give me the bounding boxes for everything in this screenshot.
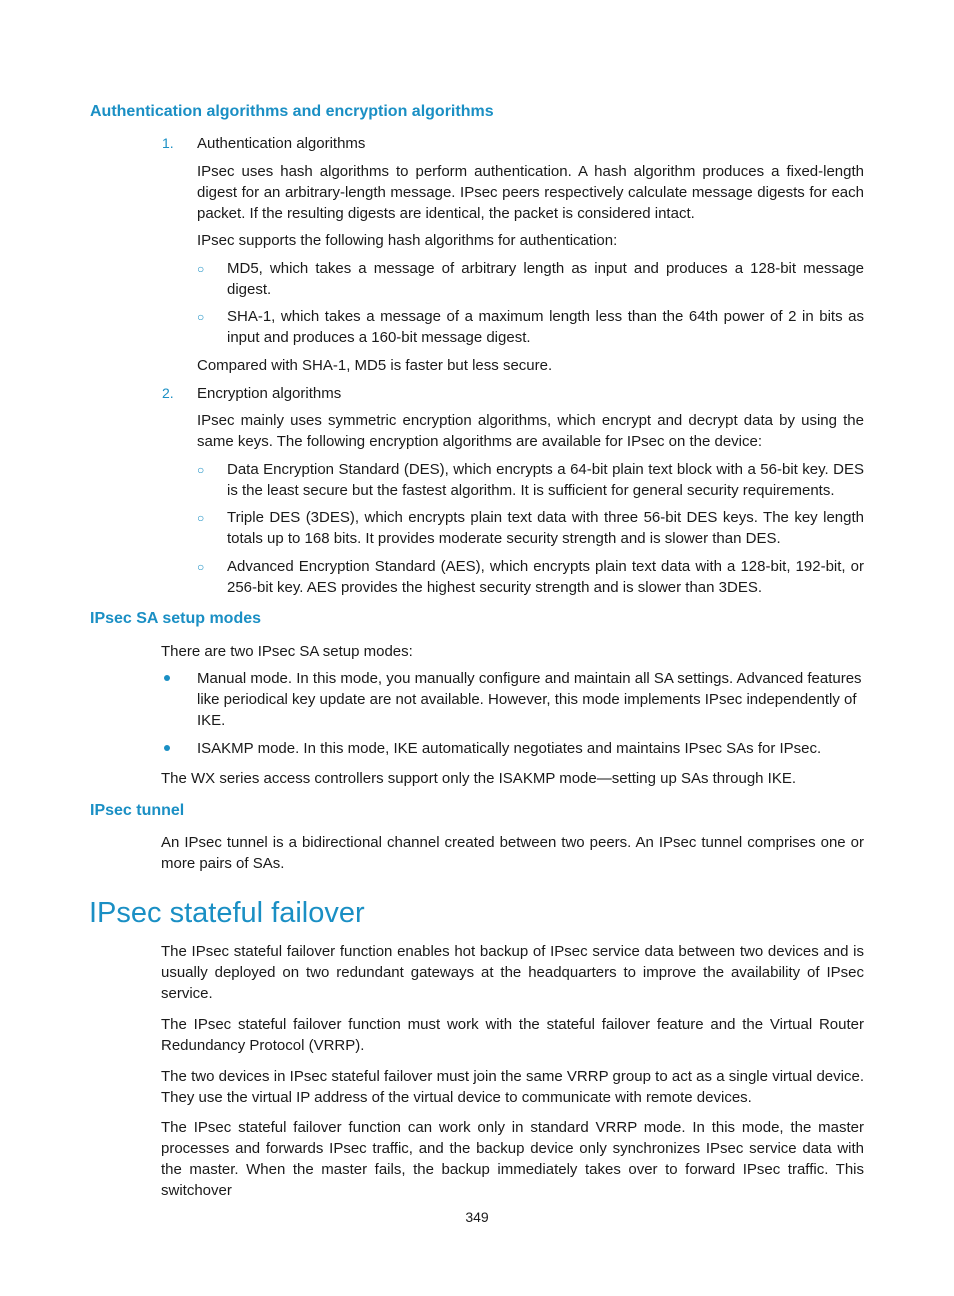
paragraph-tunnel: An IPsec tunnel is a bidirectional channel created between two peers. An IPsec tunnel comprises one or more pairs of SAs. (161, 834, 864, 872)
circle-bullet-icon: ○ (197, 511, 205, 525)
bullet-md5: MD5, which takes a message of arbitrary length as input and produces a 128-bit message digest. (227, 260, 864, 298)
paragraph-hash-intro: IPsec uses hash algorithms to perform authentication. A hash algorithm produces a fixed-length digest for an arbitrary-length message. IPsec peers respectively calculate message digests for each packet. If the resulting digests are identical, the packet is considered intact. (197, 163, 864, 222)
chapter-heading-failover: IPsec stateful failover (89, 897, 365, 929)
bullet-aes: Advanced Encryption Standard (AES), which encrypts plain text data with a 128-bit, 192-bit, or 256-bit key. AES provides the highest security strength and is slower than 3DES. (227, 558, 864, 596)
paragraph-failover-1: The IPsec stateful failover function enables hot backup of IPsec service data between two devices and is usually deployed on two redundant gateways at the headquarters to improve the availability of IPsec service. (161, 943, 864, 1002)
bullet-des: Data Encryption Standard (DES), which encrypts a 64-bit plain text block with a 56-bit key. DES is the least secure but the fastest algorithm. It is sufficient for general security requirements. (227, 461, 864, 499)
bullet-dot-icon (164, 745, 170, 751)
bullet-isakmp-mode: ISAKMP mode. In this mode, IKE automatically negotiates and maintains IPsec SAs for IPsec. (197, 740, 822, 757)
paragraph-wx-support: The WX series access controllers support only the ISAKMP mode—setting up SAs through IKE. (161, 770, 797, 787)
circle-bullet-icon: ○ (197, 262, 205, 276)
paragraph-failover-3: The two devices in IPsec stateful failover must join the same VRRP group to act as a single virtual device. They use the virtual IP address of the virtual device to communicate with remote devices. (161, 1068, 864, 1106)
section-heading-sa-modes: IPsec SA setup modes (90, 610, 262, 627)
section-heading-tunnel: IPsec tunnel (90, 802, 185, 819)
paragraph-failover-4: The IPsec stateful failover function can work only in standard VRRP mode. In this mode, the master processes and forwards IPsec traffic, and the backup device only synchronizes IPsec service data with the master. When the master fails, the backup immediately takes over to forward IPsec traffic. This switchover (161, 1119, 864, 1199)
page-number: 349 (465, 1209, 489, 1225)
list-number-2: 2. (162, 385, 174, 401)
circle-bullet-icon: ○ (197, 310, 205, 324)
bullet-sha1: SHA-1, which takes a message of a maximum length less than the 64th power of 2 in bits as input and produces a 160-bit message digest. (227, 308, 864, 346)
paragraph-failover-2: The IPsec stateful failover function must work with the stateful failover feature and the Virtual Router Redundancy Protocol (VRRP). (161, 1016, 864, 1054)
circle-bullet-icon: ○ (197, 463, 205, 477)
section-heading-auth: Authentication algorithms and encryption algorithms (90, 103, 494, 120)
paragraph-md5-compare: Compared with SHA-1, MD5 is faster but less secure. (197, 357, 553, 374)
circle-bullet-icon: ○ (197, 560, 205, 574)
list-item-title-auth: Authentication algorithms (197, 135, 366, 152)
paragraph-encryption-intro: IPsec mainly uses symmetric encryption algorithms, which encrypt and decrypt data by using the same keys. The following encryption algorithms are available for IPsec on the device: (197, 412, 864, 450)
bullet-3des: Triple DES (3DES), which encrypts plain text data with three 56-bit DES keys. The key length totals up to 168 bits. It provides moderate security strength and is slower than DES. (227, 509, 864, 547)
list-item-title-encryption: Encryption algorithms (197, 385, 342, 402)
paragraph-hash-list-intro: IPsec supports the following hash algorithms for authentication: (197, 232, 618, 249)
bullet-manual-mode: Manual mode. In this mode, you manually configure and maintain all SA settings. Advanced features like periodical key update are not available. However, this mode implements IPsec independently of IKE. (197, 670, 862, 729)
bullet-dot-icon (164, 675, 170, 681)
list-number-1: 1. (162, 135, 174, 151)
paragraph-sa-intro: There are two IPsec SA setup modes: (161, 643, 413, 660)
